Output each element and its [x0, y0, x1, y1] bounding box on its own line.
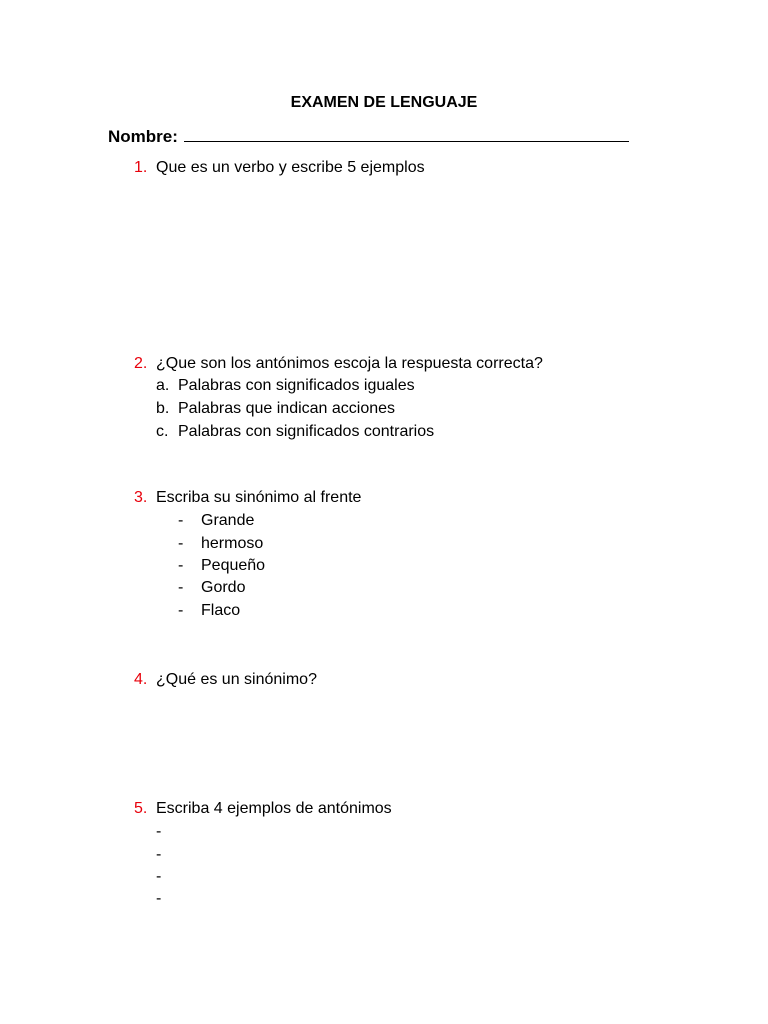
option-letter: b.: [156, 400, 170, 417]
list-item-text: hermoso: [201, 535, 264, 552]
list-item-text: Flaco: [201, 602, 241, 619]
question-number: 1.: [134, 159, 148, 176]
name-field: [108, 125, 629, 148]
question-number: 4.: [134, 671, 148, 688]
dash-marker: -: [178, 579, 184, 596]
list-item: [178, 533, 263, 555]
blank-item: -: [156, 868, 162, 885]
dash-marker: -: [178, 557, 184, 574]
option-text: Palabras con significados contrarios: [178, 423, 435, 440]
option-b: [156, 398, 395, 420]
question-number: 2.: [134, 355, 148, 372]
list-item-text: Pequeño: [201, 557, 266, 574]
option-letter: a.: [156, 377, 170, 394]
option-letter: c.: [156, 423, 169, 440]
name-label: Nombre:: [108, 127, 178, 146]
question-number: 3.: [134, 489, 148, 506]
name-blank-line[interactable]: [184, 125, 629, 142]
question-number: 5.: [134, 800, 148, 817]
question-text: Escriba 4 ejemplos de antónimos: [156, 800, 392, 817]
blank-item: -: [156, 890, 162, 907]
question-text: ¿Qué es un sinónimo?: [156, 671, 317, 688]
dash-marker: -: [178, 535, 184, 552]
blank-item: -: [156, 823, 162, 840]
blank-item: -: [156, 846, 162, 863]
question-text: Escriba su sinónimo al frente: [156, 489, 362, 506]
question-2: [134, 353, 543, 375]
list-item: [178, 577, 245, 599]
option-a: [156, 375, 415, 397]
list-item: [178, 555, 265, 577]
question-4: [134, 669, 317, 691]
question-1: [134, 157, 425, 179]
exam-title: EXAMEN DE LENGUAJE: [290, 94, 478, 111]
list-item-text: Grande: [201, 512, 255, 529]
question-5: [134, 798, 392, 820]
option-text: Palabras con significados iguales: [178, 377, 415, 394]
list-item: [178, 600, 240, 622]
question-text: ¿Que son los antónimos escoja la respuesta correcta?: [156, 355, 543, 372]
option-c: [156, 421, 434, 443]
option-text: Palabras que indican acciones: [178, 400, 396, 417]
dash-marker: -: [178, 602, 184, 619]
dash-marker: -: [178, 512, 184, 529]
question-3: [134, 487, 361, 509]
question-text: Que es un verbo y escribe 5 ejemplos: [156, 159, 425, 176]
list-item-text: Gordo: [201, 579, 246, 596]
list-item: [178, 510, 254, 532]
